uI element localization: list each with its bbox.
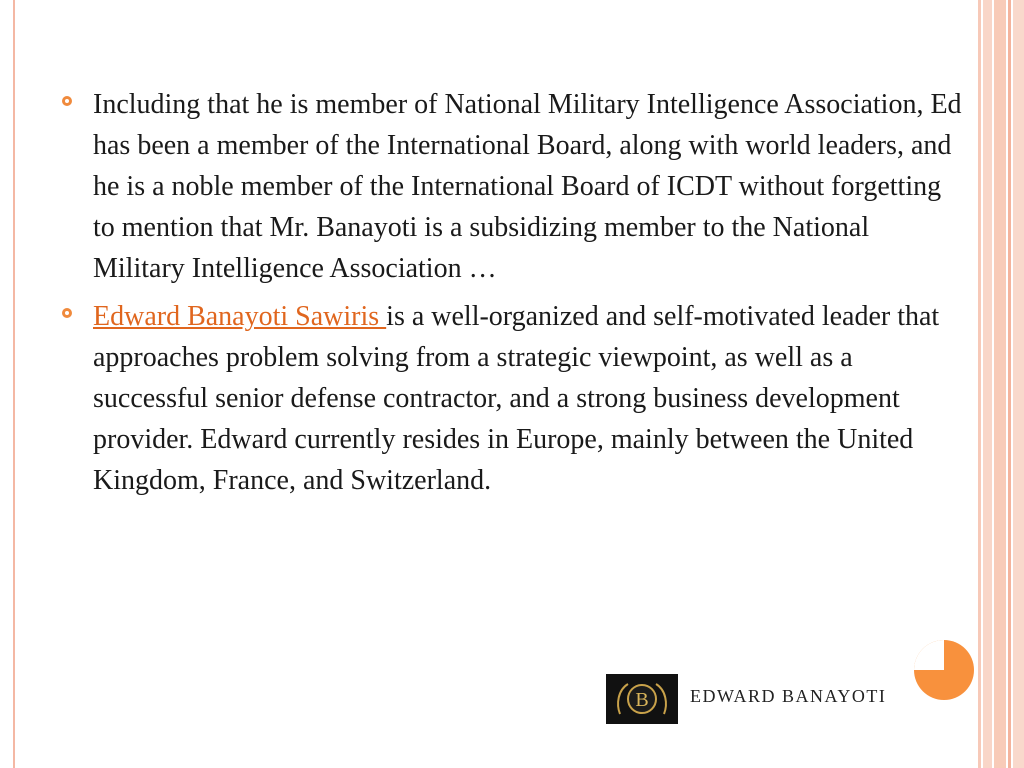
- logo-emblem-icon: [606, 674, 678, 724]
- logo-text: EDWARD BANAYOTI: [690, 686, 887, 706]
- edward-banayoti-link[interactable]: Edward Banayoti Sawiris: [93, 301, 387, 332]
- bullet-text-2: is a well-organized and self-motivated leader that approaches problem solving from a strategic viewpoint, as well as a successful senior defense contractor, and a strong business development provider. Edward currently resides in Europe, mainly between the United Kingdom, France, and Switzerland.: [93, 301, 940, 496]
- slide-content: [62, 84, 962, 508]
- bullet-text-1: Including that he is member of National Military Intelligence Association, Ed has been a member of the International Board, along with world leaders, and he is a noble member of the International Board of ICDT without forgetting to mention that Mr. Banayoti is a subsidizing member to the National Military Intelligence Association …: [93, 89, 962, 284]
- logo-letter: B: [635, 689, 649, 711]
- left-border-frame: [0, 0, 15, 768]
- bullet-circle-icon: [62, 308, 72, 318]
- bullet-item-2: [62, 296, 962, 501]
- bullet-circle-icon: [62, 96, 72, 106]
- bullet-item-1: [62, 84, 962, 289]
- right-stripe-border: [978, 0, 1024, 768]
- orange-circle-decoration: [914, 640, 974, 700]
